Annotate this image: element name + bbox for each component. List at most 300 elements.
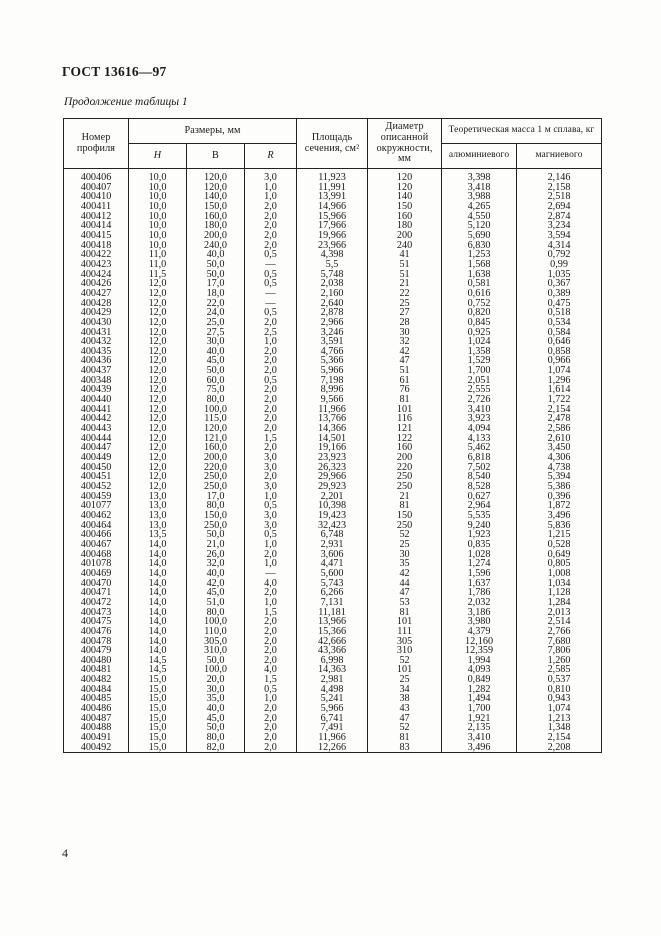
cell-b: 45,0 (187, 356, 245, 366)
cell-mass-magnesium: 1,074 (517, 704, 602, 714)
cell-b: 50,0 (187, 723, 245, 733)
cell-profile-number: 400475 (64, 617, 129, 627)
cell-r: 4,0 (245, 665, 297, 675)
cell-profile-number: 400478 (64, 637, 129, 647)
cell-diameter: 180 (368, 221, 442, 231)
cell-profile-number: 400476 (64, 627, 129, 637)
cell-b: 40,0 (187, 347, 245, 357)
cell-r: 2,0 (245, 443, 297, 453)
cell-diameter: 42 (368, 569, 442, 579)
cell-r: 2,0 (245, 472, 297, 482)
cell-mass-aluminum: 6,818 (442, 453, 517, 463)
cell-h: 10,0 (129, 183, 187, 193)
cell-r: 2,0 (245, 395, 297, 405)
cell-mass-aluminum: 3,410 (442, 405, 517, 415)
cell-b: 22,0 (187, 299, 245, 309)
cell-profile-number: 400423 (64, 260, 129, 270)
cell-profile-number: 400464 (64, 521, 129, 531)
cell-mass-aluminum: 1,253 (442, 250, 517, 260)
cell-h: 12,0 (129, 395, 187, 405)
cell-r: 1,0 (245, 492, 297, 502)
cell-r: 0,5 (245, 685, 297, 695)
cell-mass-aluminum: 1,024 (442, 337, 517, 347)
cell-mass-magnesium: 0,99 (517, 260, 602, 270)
cell-r: 1,0 (245, 183, 297, 193)
cell-h: 13,0 (129, 511, 187, 521)
cell-r: 2,0 (245, 405, 297, 415)
cell-profile-number: 400415 (64, 231, 129, 241)
cell-r: 2,0 (245, 366, 297, 376)
cell-mass-aluminum: 3,410 (442, 733, 517, 743)
cell-profile-number: 400432 (64, 337, 129, 347)
cell-area: 6,741 (297, 714, 368, 724)
cell-r: — (245, 289, 297, 299)
cell-diameter: 53 (368, 598, 442, 608)
cell-b: 24,0 (187, 308, 245, 318)
cell-mass-aluminum: 3,398 (442, 169, 517, 183)
cell-mass-magnesium: 1,213 (517, 714, 602, 724)
cell-area: 23,923 (297, 453, 368, 463)
cell-area: 29,966 (297, 472, 368, 482)
cell-diameter: 76 (368, 385, 442, 395)
cell-diameter: 47 (368, 714, 442, 724)
cell-h: 12,0 (129, 356, 187, 366)
cell-area: 2,981 (297, 675, 368, 685)
cell-h: 13,0 (129, 492, 187, 502)
cell-area: 10,398 (297, 501, 368, 511)
cell-mass-aluminum: 12,359 (442, 646, 517, 656)
cell-mass-aluminum: 1,568 (442, 260, 517, 270)
cell-diameter: 240 (368, 241, 442, 251)
cell-r: 0,5 (245, 530, 297, 540)
cell-r: 2,0 (245, 714, 297, 724)
cell-h: 15,0 (129, 743, 187, 753)
cell-h: 13,0 (129, 521, 187, 531)
cell-h: 12,0 (129, 366, 187, 376)
cell-h: 12,0 (129, 453, 187, 463)
cell-r: 0,5 (245, 376, 297, 386)
cell-b: 50,0 (187, 260, 245, 270)
cell-area: 9,566 (297, 395, 368, 405)
cell-h: 15,0 (129, 694, 187, 704)
cell-b: 18,0 (187, 289, 245, 299)
cell-h: 14,0 (129, 637, 187, 647)
cell-b: 100,0 (187, 617, 245, 627)
cell-area: 42,666 (297, 637, 368, 647)
cell-area: 32,423 (297, 521, 368, 531)
cell-r: 2,0 (245, 318, 297, 328)
cell-area: 15,966 (297, 212, 368, 222)
cell-area: 5,743 (297, 579, 368, 589)
cell-h: 14,0 (129, 588, 187, 598)
cell-mass-magnesium: 0,367 (517, 279, 602, 289)
cell-profile-number: 400468 (64, 550, 129, 560)
cell-mass-magnesium: 1,296 (517, 376, 602, 386)
cell-b: 160,0 (187, 212, 245, 222)
cell-b: 115,0 (187, 414, 245, 424)
cell-mass-aluminum: 0,925 (442, 328, 517, 338)
cell-profile-number: 400488 (64, 723, 129, 733)
cell-b: 60,0 (187, 376, 245, 386)
cell-mass-magnesium: 2,154 (517, 733, 602, 743)
cell-diameter: 47 (368, 588, 442, 598)
cell-profile-number: 400452 (64, 482, 129, 492)
cell-area: 11,966 (297, 733, 368, 743)
cell-area: 4,471 (297, 559, 368, 569)
cell-diameter: 28 (368, 318, 442, 328)
cell-mass-aluminum: 1,700 (442, 704, 517, 714)
cell-profile-number: 400430 (64, 318, 129, 328)
cell-area: 8,996 (297, 385, 368, 395)
cell-diameter: 160 (368, 212, 442, 222)
cell-diameter: 121 (368, 424, 442, 434)
cell-diameter: 43 (368, 704, 442, 714)
cell-area: 11,966 (297, 405, 368, 415)
cell-profile-number: 401077 (64, 501, 129, 511)
cell-mass-magnesium: 0,805 (517, 559, 602, 569)
cell-r: 3,0 (245, 511, 297, 521)
cell-area: 3,591 (297, 337, 368, 347)
cell-profile-number: 400482 (64, 675, 129, 685)
cell-b: 150,0 (187, 202, 245, 212)
cell-mass-aluminum: 0,581 (442, 279, 517, 289)
cell-h: 15,0 (129, 675, 187, 685)
cell-area: 19,166 (297, 443, 368, 453)
cell-mass-magnesium: 4,738 (517, 463, 602, 473)
cell-mass-magnesium: 1,034 (517, 579, 602, 589)
cell-diameter: 81 (368, 733, 442, 743)
cell-area: 14,501 (297, 434, 368, 444)
cell-r: 0,5 (245, 250, 297, 260)
cell-h: 10,0 (129, 231, 187, 241)
cell-h: 11,5 (129, 270, 187, 280)
cell-diameter: 42 (368, 347, 442, 357)
cell-mass-magnesium: 2,585 (517, 665, 602, 675)
cell-h: 14,0 (129, 579, 187, 589)
cell-b: 45,0 (187, 714, 245, 724)
cell-area: 11,181 (297, 608, 368, 618)
cell-b: 17,0 (187, 492, 245, 502)
cell-profile-number: 400442 (64, 414, 129, 424)
cell-mass-magnesium: 1,008 (517, 569, 602, 579)
cell-h: 12,0 (129, 289, 187, 299)
cell-mass-aluminum: 0,845 (442, 318, 517, 328)
cell-diameter: 32 (368, 337, 442, 347)
cell-area: 17,966 (297, 221, 368, 231)
cell-mass-aluminum: 2,555 (442, 385, 517, 395)
cell-b: 200,0 (187, 231, 245, 241)
cell-r: 2,0 (245, 637, 297, 647)
cell-mass-aluminum: 6,830 (442, 241, 517, 251)
cell-area: 12,266 (297, 743, 368, 753)
cell-b: 80,0 (187, 395, 245, 405)
cell-r: 2,0 (245, 241, 297, 251)
cell-r: 2,0 (245, 704, 297, 714)
cell-mass-magnesium: 4,314 (517, 241, 602, 251)
cell-r: 1,5 (245, 608, 297, 618)
cell-mass-magnesium: 0,475 (517, 299, 602, 309)
cell-mass-magnesium: 0,528 (517, 540, 602, 550)
cell-b: 50,0 (187, 530, 245, 540)
cell-diameter: 51 (368, 366, 442, 376)
cell-diameter: 25 (368, 540, 442, 550)
cell-diameter: 122 (368, 434, 442, 444)
header-b: B (187, 144, 245, 169)
cell-b: 80,0 (187, 501, 245, 511)
cell-mass-magnesium: 0,858 (517, 347, 602, 357)
cell-r: 1,0 (245, 192, 297, 202)
cell-mass-aluminum: 2,032 (442, 598, 517, 608)
cell-profile-number: 400435 (64, 347, 129, 357)
cell-h: 11,0 (129, 250, 187, 260)
cell-h: 14,0 (129, 559, 187, 569)
cell-mass-magnesium: 7,680 (517, 637, 602, 647)
cell-diameter: 21 (368, 279, 442, 289)
cell-r: 1,0 (245, 540, 297, 550)
cell-mass-magnesium: 5,394 (517, 472, 602, 482)
cell-b: 120,0 (187, 424, 245, 434)
cell-h: 14,0 (129, 608, 187, 618)
cell-mass-aluminum: 4,094 (442, 424, 517, 434)
cell-area: 4,766 (297, 347, 368, 357)
cell-mass-magnesium: 0,646 (517, 337, 602, 347)
cell-mass-aluminum: 0,835 (442, 540, 517, 550)
table-row (64, 169, 602, 183)
cell-diameter: 111 (368, 627, 442, 637)
cell-mass-magnesium: 7,806 (517, 646, 602, 656)
cell-h: 12,0 (129, 328, 187, 338)
cell-area: 5,5 (297, 260, 368, 270)
cell-profile-number: 400472 (64, 598, 129, 608)
cell-h: 10,0 (129, 169, 187, 183)
cell-mass-aluminum: 5,120 (442, 221, 517, 231)
cell-b: 75,0 (187, 385, 245, 395)
cell-profile-number: 400484 (64, 685, 129, 695)
cell-mass-aluminum: 3,923 (442, 414, 517, 424)
cell-profile-number: 400439 (64, 385, 129, 395)
cell-h: 15,0 (129, 685, 187, 695)
cell-diameter: 21 (368, 492, 442, 502)
cell-r: 2,0 (245, 743, 297, 753)
cell-h: 13,5 (129, 530, 187, 540)
cell-mass-magnesium: 1,260 (517, 656, 602, 666)
cell-mass-magnesium: 1,722 (517, 395, 602, 405)
cell-diameter: 81 (368, 608, 442, 618)
cell-profile-number: 400449 (64, 453, 129, 463)
cell-mass-aluminum: 5,690 (442, 231, 517, 241)
cell-area: 2,038 (297, 279, 368, 289)
cell-mass-magnesium: 2,146 (517, 169, 602, 183)
cell-diameter: 101 (368, 405, 442, 415)
cell-r: 2,0 (245, 202, 297, 212)
cell-h: 12,0 (129, 318, 187, 328)
cell-area: 11,991 (297, 183, 368, 193)
cell-profile-number: 400491 (64, 733, 129, 743)
cell-mass-magnesium: 2,208 (517, 743, 602, 753)
cell-b: 140,0 (187, 192, 245, 202)
cell-diameter: 81 (368, 395, 442, 405)
cell-r: — (245, 299, 297, 309)
cell-b: 310,0 (187, 646, 245, 656)
cell-mass-aluminum: 5,462 (442, 443, 517, 453)
cell-profile-number: 400437 (64, 366, 129, 376)
cell-area: 15,366 (297, 627, 368, 637)
cell-area: 5,241 (297, 694, 368, 704)
cell-diameter: 101 (368, 665, 442, 675)
cell-mass-aluminum: 8,528 (442, 482, 517, 492)
cell-b: 50,0 (187, 366, 245, 376)
cell-area: 14,966 (297, 202, 368, 212)
cell-b: 80,0 (187, 733, 245, 743)
cell-b: 42,0 (187, 579, 245, 589)
cell-area: 5,966 (297, 366, 368, 376)
cell-h: 15,0 (129, 733, 187, 743)
cell-mass-magnesium: 2,766 (517, 627, 602, 637)
cell-profile-number: 400441 (64, 405, 129, 415)
cell-diameter: 250 (368, 521, 442, 531)
cell-mass-aluminum: 1,700 (442, 366, 517, 376)
cell-b: 110,0 (187, 627, 245, 637)
cell-r: 4,0 (245, 579, 297, 589)
cell-mass-magnesium: 0,389 (517, 289, 602, 299)
cell-mass-magnesium: 2,694 (517, 202, 602, 212)
header-aluminum: алюминиевого (442, 144, 517, 169)
cell-diameter: 150 (368, 511, 442, 521)
cell-mass-aluminum: 1,282 (442, 685, 517, 695)
cell-r: 2,0 (245, 212, 297, 222)
cell-area: 23,966 (297, 241, 368, 251)
cell-profile-number: 400480 (64, 656, 129, 666)
cell-area: 19,966 (297, 231, 368, 241)
cell-b: 20,0 (187, 675, 245, 685)
cell-diameter: 51 (368, 270, 442, 280)
cell-r: 0,5 (245, 308, 297, 318)
cell-h: 12,0 (129, 472, 187, 482)
cell-b: 32,0 (187, 559, 245, 569)
cell-r: 0,5 (245, 279, 297, 289)
cell-area: 5,366 (297, 356, 368, 366)
cell-diameter: 305 (368, 637, 442, 647)
cell-diameter: 51 (368, 260, 442, 270)
cell-mass-magnesium: 1,348 (517, 723, 602, 733)
cell-profile-number: 400424 (64, 270, 129, 280)
cell-profile-number: 400447 (64, 443, 129, 453)
cell-mass-aluminum: 2,964 (442, 501, 517, 511)
cell-r: 3,0 (245, 521, 297, 531)
cell-mass-aluminum: 2,726 (442, 395, 517, 405)
cell-mass-aluminum: 0,849 (442, 675, 517, 685)
cell-diameter: 35 (368, 559, 442, 569)
cell-area: 3,246 (297, 328, 368, 338)
cell-h: 10,0 (129, 192, 187, 202)
cell-profile-number: 400485 (64, 694, 129, 704)
header-r: R (245, 144, 297, 169)
cell-mass-magnesium: 1,074 (517, 366, 602, 376)
cell-r: 2,0 (245, 617, 297, 627)
cell-h: 13,0 (129, 501, 187, 511)
cell-profile-number: 400348 (64, 376, 129, 386)
header-dimensions: Размеры, мм (129, 119, 297, 144)
cell-mass-aluminum: 1,358 (442, 347, 517, 357)
cell-mass-aluminum: 4,133 (442, 434, 517, 444)
cell-mass-aluminum: 1,028 (442, 550, 517, 560)
cell-mass-aluminum: 2,051 (442, 376, 517, 386)
cell-profile-number: 400470 (64, 579, 129, 589)
cell-diameter: 25 (368, 299, 442, 309)
cell-mass-magnesium: 1,872 (517, 501, 602, 511)
cell-area: 29,923 (297, 482, 368, 492)
cell-diameter: 200 (368, 453, 442, 463)
cell-r: 1,5 (245, 675, 297, 685)
cell-r: 3,0 (245, 482, 297, 492)
cell-mass-aluminum: 3,988 (442, 192, 517, 202)
cell-mass-magnesium: 0,649 (517, 550, 602, 560)
cell-b: 240,0 (187, 241, 245, 251)
cell-b: 180,0 (187, 221, 245, 231)
cell-r: 2,0 (245, 221, 297, 231)
cell-r: 2,0 (245, 723, 297, 733)
cell-h: 11,0 (129, 260, 187, 270)
cell-profile-number: 400481 (64, 665, 129, 675)
cell-mass-magnesium: 3,234 (517, 221, 602, 231)
table-body (64, 169, 602, 753)
cell-mass-magnesium: 3,496 (517, 511, 602, 521)
cell-mass-magnesium: 0,518 (517, 308, 602, 318)
cell-r: 2,0 (245, 356, 297, 366)
cell-diameter: 52 (368, 723, 442, 733)
cell-b: 100,0 (187, 665, 245, 675)
header-profile-number: Номер профиля (64, 119, 129, 169)
cell-b: 120,0 (187, 169, 245, 183)
cell-diameter: 220 (368, 463, 442, 473)
cell-b: 30,0 (187, 337, 245, 347)
cell-diameter: 47 (368, 356, 442, 366)
cell-h: 14,0 (129, 646, 187, 656)
cell-mass-aluminum: 1,994 (442, 656, 517, 666)
cell-mass-aluminum: 0,616 (442, 289, 517, 299)
cell-b: 35,0 (187, 694, 245, 704)
cell-mass-aluminum: 7,502 (442, 463, 517, 473)
cell-mass-magnesium: 2,013 (517, 608, 602, 618)
cell-mass-magnesium: 4,306 (517, 453, 602, 463)
cell-area: 19,423 (297, 511, 368, 521)
cell-diameter: 44 (368, 579, 442, 589)
cell-mass-magnesium: 0,534 (517, 318, 602, 328)
cell-r: 2,0 (245, 588, 297, 598)
cell-diameter: 140 (368, 192, 442, 202)
cell-diameter: 120 (368, 169, 442, 183)
cell-h: 12,0 (129, 424, 187, 434)
cell-profile-number: 400407 (64, 183, 129, 193)
cell-h: 10,0 (129, 212, 187, 222)
cell-r: 1,5 (245, 434, 297, 444)
cell-profile-number: 400471 (64, 588, 129, 598)
cell-h: 14,0 (129, 550, 187, 560)
cell-area: 2,160 (297, 289, 368, 299)
cell-b: 45,0 (187, 588, 245, 598)
cell-h: 15,0 (129, 704, 187, 714)
cell-area: 4,498 (297, 685, 368, 695)
header-area: Площадь сечения, см² (297, 119, 368, 169)
cell-b: 40,0 (187, 704, 245, 714)
cell-area: 2,201 (297, 492, 368, 502)
cell-area: 6,748 (297, 530, 368, 540)
cell-h: 12,0 (129, 385, 187, 395)
cell-profile-number: 400412 (64, 212, 129, 222)
cell-b: 250,0 (187, 482, 245, 492)
cell-mass-aluminum: 2,135 (442, 723, 517, 733)
cell-area: 14,363 (297, 665, 368, 675)
